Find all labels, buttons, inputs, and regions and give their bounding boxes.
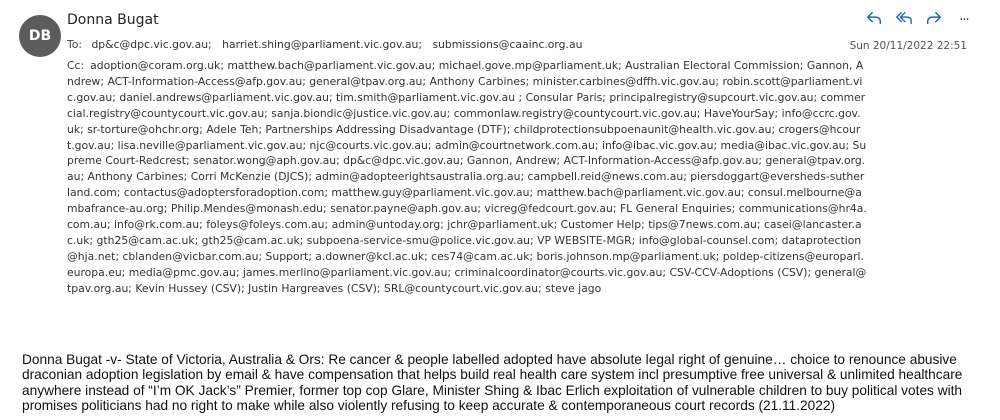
reply-icon (865, 9, 883, 32)
to-line (67, 38, 807, 51)
reply-all-icon (895, 9, 913, 32)
forward-icon (925, 9, 943, 32)
sender-name[interactable]: Donna Bugat (67, 12, 159, 28)
avatar: DB (19, 15, 61, 57)
more-icon: ··· (959, 12, 969, 28)
message-subject: Donna Bugat -v- State of Victoria, Australia & Ors: Re cancer & people labelled adopted have absolute legal right of genuine… choice to renounce abusive draconian adoption legislation by email & have compensation that helps build real health care system incl presumptive free universal & unlimited healthcare anywhere instead of “I’m OK Jack’s” Premier, former top cop Glare, Minister Shing & Ibac Erlich exploitation of vulnerable children to buy political votes with promises politicians had no right to make while also violently refusing to keep accurate & contemporaneous court records (21.11.2022) (22, 352, 963, 413)
to-recipient[interactable]: harriet.shing@parliament.vic.gov.au; (222, 38, 423, 51)
received-date: Sun 20/11/2022 22:51 (849, 40, 967, 52)
forward-button[interactable] (924, 10, 944, 30)
cc-recipients[interactable]: adoption@coram.org.uk; matthew.bach@parliament.vic.gov.au; michael.gove.mp@parliament.uk; Australian Electoral Commission; Gannon, Andrew; ACT-Information-Access@afp.gov.au; general@tpav.org.au; Anthony Carbines; minister.carbines@dffh.vic.gov.au; robin.scott@parliament.vic.gov.au; daniel.andrews@parliament.vic.gov.au; tim.smith@parliament.vic.gov.au ; Consular Paris; principalregistry@supcourt.vic.gov.au; commercial.registry@countycourt.vic.gov.au; sanja.biondic@justice.vic.gov.au; commonlaw.registry@countycourt.vic.gov.au; HaveYourSay; info@ccrc.gov.uk; sr-torture@ohchr.org; Adele Teh; Partnerships Addressing Disadvantage (DTF); childprotectionsubpoenaunit@health.vic.gov.au; crogers@hcourt.gov.au; lisa.neville@parliament.vic.gov.au; njc@courts.vic.gov.au; admin@courtnetwork.com.au; info@ibac.vic.gov.au; media@ibac.vic.gov.au; Supreme Court-Redcrest; senator.wong@aph.gov.au; dp&c@dpc.vic.gov.au; Gannon, Andrew; ACT-Information-Access@afp.gov.au; general@tpav.org.au; Anthony Carbines; Corri McKenzie (DJCS); admin@adopteerightsaustralia.org.au; campbell.reid@news.com.au; piersdoggart@eversheds-sutherland.com; contactus@adoptersforadoption.com; matthew.guy@parliament.vic.gov.au; matthew.bach@parliament.vic.gov.au; consul.melbourne@ambafrance-au.org; Philip.Mendes@monash.edu; senator.payne@aph.gov.au; vicreg@fedcourt.gov.au; FL General Enquiries; communications@hr4a.com.au; info@rk.com.au; foleys@foleys.com.au; admin@untoday.org; jchr@parliament.uk; Customer Help; tips@7news.com.au; casei@lancaster.ac.uk; gth25@cam.ac.uk; gth25@cam.ac.uk; subpoena-service-smu@police.vic.gov.au; VP WEBSITE-MGR; info@global-counsel.com; dataprotection@hja.net; cblanden@vicbar.com.au; Support; a.downer@kcl.ac.uk; ces74@cam.ac.uk; boris.johnson.mp@parliament.uk; poldep-citizens@europarl.europa.eu; media@pmc.gov.au; james.merlino@parliament.vic.gov.au; criminalcoordinator@courts.vic.gov.au; CSV-CCV-Adoptions (CSV); general@tpav.org.au; Kevin Hussey (CSV); Justin Hargreaves (CSV); SRL@countycourt.vic.gov.au; steve jago (67, 59, 867, 295)
reply-button[interactable] (864, 10, 884, 30)
to-label: To: (67, 38, 83, 51)
cc-line (67, 58, 867, 297)
more-button[interactable] (954, 10, 974, 30)
to-recipient[interactable]: dp&c@dpc.vic.gov.au; (91, 38, 212, 51)
to-recipient[interactable]: submissions@caainc.org.au (432, 38, 583, 51)
cc-label: Cc: (67, 59, 85, 72)
message-actions (864, 10, 974, 30)
reply-all-button[interactable] (894, 10, 914, 30)
